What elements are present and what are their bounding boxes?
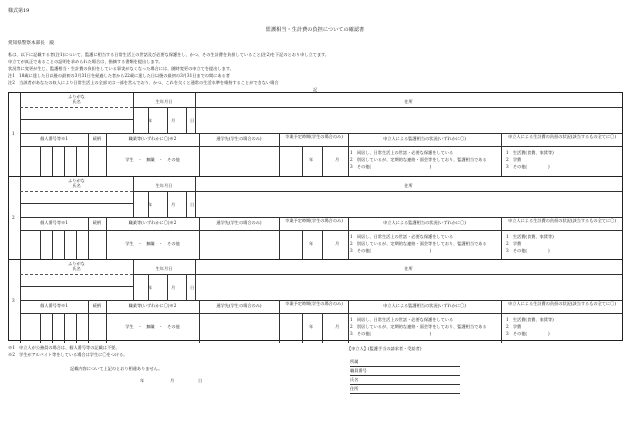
applicant-name-label: 氏名 (350, 377, 359, 382)
dob-label: 生年月日 (155, 99, 173, 104)
cost-option-2[interactable]: 2 学費 (506, 241, 522, 246)
intro-note-2: 注2 当該者があなたの収入により日常生活上の全部又は一部を営んでおり、かつ、これを欠くと通常の生活水準を維持することができない場合 (8, 80, 279, 85)
row-number: 2 (12, 215, 15, 220)
addressee: 愛知県警察本部長 殿 (8, 41, 54, 46)
date-month: 月 (170, 378, 175, 383)
care-option-2[interactable]: 2 別居しているが、定期的な連絡・面会等をしており、監護相当である (350, 157, 487, 162)
intro-line-3: 状況等に変更が生じ、監護相当・生計費の負担をしている事実がなくなった場合には、随時変更の申立てを提出します。 (8, 66, 234, 71)
cost-status-label: 申立人による生計費の負担の状況(該当するもの全てに〇) (508, 134, 616, 139)
cost-option-3[interactable]: 3 その他( ) (506, 331, 550, 336)
dob-year: 年 (148, 285, 153, 290)
care-status-label: 申立人による監護相当の状況(いずれかに〇) (383, 220, 466, 225)
care-option-3[interactable]: 3 その他( ) (350, 248, 432, 253)
school-label: 通学先(学生の場合のみ) (216, 136, 262, 141)
occupation-options[interactable]: 学生 ・ 無職 ・ その他 (125, 157, 180, 162)
care-option-1[interactable]: 1 同居し、日常生活上の世話・必要な保護をしている (350, 317, 454, 322)
relation-label: 続柄 (92, 220, 102, 225)
relation-label: 続柄 (92, 303, 102, 308)
applicant-staffno-field[interactable] (350, 375, 460, 376)
care-option-2[interactable]: 2 別居しているが、定期的な連絡・面会等をしており、監護相当である (350, 241, 487, 246)
person-block-1 (9, 93, 622, 176)
cost-status-label: 申立人による生計費の負担の状況(該当するもの全てに〇) (508, 301, 616, 306)
graduation-year: 年 (309, 241, 314, 246)
cost-option-1[interactable]: 1 生活費(食費、家賃等) (506, 317, 554, 322)
date-day: 日 (198, 378, 203, 383)
person-block-2 (9, 176, 622, 260)
occupation-label: 職業等(いずれかに〇)※2 (128, 136, 177, 141)
row-number: 1 (12, 131, 15, 136)
cost-status-label: 申立人による生計費の負担の状況(該当するもの全てに〇) (508, 218, 616, 223)
note-2: ※2 学生がアルバイト等をしている場合は学生に〇をつける。 (8, 352, 128, 357)
intro-line-2: 申立てが真正であることの証明を求められた場合は、指摘する書類を提出します。 (8, 59, 163, 64)
dob-day: 日 (190, 202, 195, 207)
person-block-3 (9, 259, 622, 343)
individual-no-label: 個人番号等※1 (40, 220, 68, 225)
applicant-affiliation-field[interactable] (350, 366, 460, 367)
form-number: 様式第19 (8, 8, 30, 14)
graduation-month: 月 (335, 324, 340, 329)
dob-year: 年 (148, 118, 153, 123)
graduation-label: 卒業予定時期(学生の場合のみ) (285, 134, 343, 139)
name-label: 氏名 (72, 183, 81, 188)
care-status-label: 申立人による監護相当の状況(いずれかに〇) (383, 303, 466, 308)
cost-option-3[interactable]: 3 その他( ) (506, 164, 550, 169)
applicant-name-field[interactable] (350, 384, 460, 385)
dob-year: 年 (148, 202, 153, 207)
cost-option-2[interactable]: 2 学費 (506, 324, 522, 329)
applicant-affiliation-label: 所属 (350, 359, 359, 364)
cost-option-3[interactable]: 3 その他( ) (506, 248, 550, 253)
dob-month: 月 (171, 118, 176, 123)
furigana-label: ふりがな (68, 178, 85, 183)
name-label: 氏名 (72, 266, 81, 271)
address-label: 住所 (404, 266, 413, 271)
school-label: 通学先(学生の場合のみ) (216, 220, 262, 225)
address-label: 住所 (404, 99, 413, 104)
date-year: 年 (140, 378, 145, 383)
dob-month: 月 (171, 202, 176, 207)
graduation-year: 年 (309, 157, 314, 162)
declaration-table (8, 92, 623, 341)
individual-no-label: 個人番号等※1 (40, 303, 68, 308)
cost-option-1[interactable]: 1 生活費(食費、家賃等) (506, 234, 554, 239)
document-title: 監護相当・生計費の負担についての確認書 (265, 27, 365, 33)
school-label: 通学先(学生の場合のみ) (216, 303, 262, 308)
occupation-label: 職業等(いずれかに〇)※2 (128, 303, 177, 308)
relation-label: 続柄 (92, 136, 102, 141)
dob-label: 生年月日 (155, 266, 173, 271)
occupation-label: 職業等(いずれかに〇)※2 (128, 220, 177, 225)
care-option-1[interactable]: 1 同居し、日常生活上の世話・必要な保護をしている (350, 234, 454, 239)
graduation-month: 月 (335, 241, 340, 246)
individual-no-label: 個人番号等※1 (40, 136, 68, 141)
dob-label: 生年月日 (155, 183, 173, 188)
care-option-2[interactable]: 2 別居しているが、定期的な連絡・面会等をしており、監護相当である (350, 324, 487, 329)
occupation-options[interactable]: 学生 ・ 無職 ・ その他 (125, 241, 180, 246)
furigana-label: ふりがな (68, 261, 85, 266)
graduation-year: 年 (309, 324, 314, 329)
occupation-options[interactable]: 学生 ・ 無職 ・ その他 (125, 324, 180, 329)
address-label: 住所 (404, 183, 413, 188)
dob-day: 日 (190, 118, 195, 123)
care-option-3[interactable]: 3 その他( ) (350, 164, 432, 169)
name-label: 氏名 (72, 99, 81, 104)
graduation-label: 卒業予定時期(学生の場合のみ) (285, 218, 343, 223)
row-number: 3 (12, 298, 15, 303)
graduation-month: 月 (335, 157, 340, 162)
confirmation-text: 記載内容について上記のとおり相違ありません。 (70, 366, 163, 371)
record-label: 記 (313, 87, 318, 92)
dob-day: 日 (190, 285, 195, 290)
applicant-address-label: 住所 (350, 386, 359, 391)
intro-line-1: 私は、以下に記載する者(注1)について、監護に相当する日常生活上の世話及び必要な保護をし、かつ、その生計費を負担していること(注2)を下記のとおり申し立てます。 (8, 52, 330, 57)
furigana-label: ふりがな (68, 94, 85, 99)
cost-option-1[interactable]: 1 生活費(食費、家賃等) (506, 150, 554, 155)
applicant-address-field[interactable] (350, 393, 460, 394)
care-option-3[interactable]: 3 その他( ) (350, 331, 432, 336)
applicant-staffno-label: 職員番号 (350, 368, 367, 373)
cost-option-2[interactable]: 2 学費 (506, 157, 522, 162)
note-1: ※1 申立人が公務員の場合は、個人番号等の記載は不要。 (8, 345, 120, 350)
care-option-1[interactable]: 1 同居し、日常生活上の世話・必要な保護をしている (350, 150, 454, 155)
graduation-label: 卒業予定時期(学生の場合のみ) (285, 301, 343, 306)
care-status-label: 申立人による監護相当の状況(いずれかに〇) (383, 136, 466, 141)
dob-month: 月 (171, 285, 176, 290)
applicant-heading: 【申立人】(監護手当の請求者・受給者) (347, 346, 422, 351)
intro-note-1: 注1 18歳に達した日以後の最初の3月31日を経過した者から22歳に達した日以後の最初の3月31日までの間にある者 (8, 73, 230, 78)
